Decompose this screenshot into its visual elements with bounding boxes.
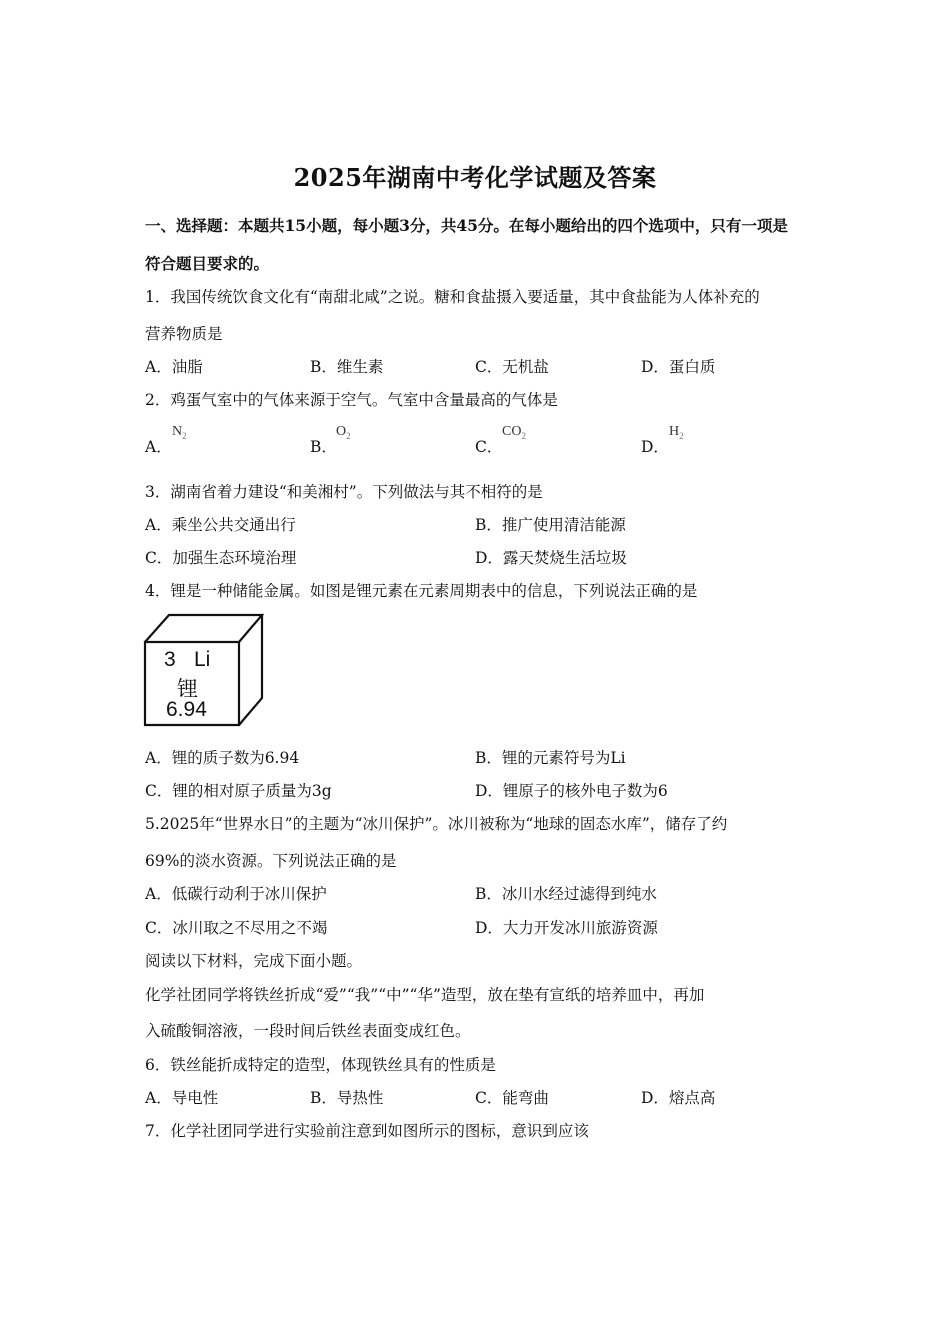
q2-stem: 2．鸡蛋气室中的气体来源于空气。气室中含量最高的气体是 (145, 391, 558, 409)
q4-option-a: A．锂的质子数为6.94 (145, 749, 300, 767)
q3-option-d: D．露天焚烧生活垃圾 (475, 549, 627, 567)
q4-option-c: C．锂的相对原子质量为3g (145, 782, 332, 800)
q5-option-c: C．冰川取之不尽用之不竭 (145, 919, 328, 937)
reading-intro: 阅读以下材料，完成下面小题。 (145, 952, 363, 970)
element-number: 3 (164, 648, 176, 671)
q5-stem-line2: 69%的淡水资源。下列说法正确的是 (145, 852, 397, 870)
section-heading-line2: 符合题目要求的。 (145, 254, 270, 273)
q1-option-c: C．无机盐 (475, 358, 549, 376)
q2-formula-a: $N_2$ (172, 424, 187, 441)
q2-option-c: C． (475, 438, 503, 456)
q5-option-d: D．大力开发冰川旅游资源 (475, 919, 658, 937)
q5-stem-line1: 5.2025年“世界水日”的主题为“冰川保护”。冰川被称为“地球的固态水库”，储存了约 (145, 815, 728, 833)
q6-option-c: C．能弯曲 (475, 1089, 549, 1107)
q6-stem: 6．铁丝能折成特定的造型，体现铁丝具有的性质是 (145, 1056, 496, 1074)
q3-option-c: C．加强生态环境治理 (145, 549, 297, 567)
q6-option-b: B．导热性 (310, 1089, 384, 1107)
q4-option-d: D．锂原子的核外电子数为6 (475, 782, 668, 800)
element-symbol: Li (194, 648, 211, 671)
q3-stem: 3．湖南省着力建设“和美湘村”。下列做法与其不相符的是 (145, 483, 543, 501)
q2-formula-b: $O_2$ (336, 424, 351, 441)
q2-formula-c: $CO_2$ (502, 424, 526, 441)
reading-paragraph-line1: 化学社团同学将铁丝折成“爱”“我”“中”“华”造型，放在垫有宣纸的培养皿中，再加 (145, 986, 705, 1004)
q1-option-a: A．油脂 (145, 358, 203, 376)
q1-option-b: B．维生素 (310, 358, 384, 376)
q3-option-b: B．推广使用清洁能源 (475, 516, 626, 534)
q4-stem: 4．锂是一种储能金属。如图是锂元素在元素周期表中的信息，下列说法正确的是 (145, 582, 698, 600)
q2-formula-d: $H_2$ (669, 424, 684, 441)
q6-option-d: D．熔点高 (641, 1089, 716, 1107)
lithium-element-cube (142, 612, 264, 728)
q7-stem: 7．化学社团同学进行实验前注意到如图所示的图标，意识到应该 (145, 1122, 589, 1140)
q4-option-b: B．锂的元素符号为Li (475, 749, 626, 767)
section-heading-line1: 一、选择题：本题共15小题，每小题3分，共45分。在每小题给出的四个选项中，只有一项是 (145, 216, 788, 235)
element-name: 锂 (177, 678, 198, 701)
q6-option-a: A．导电性 (145, 1089, 219, 1107)
q2-option-b: B． (310, 438, 337, 456)
q2-option-d: D． (641, 438, 669, 456)
q1-stem-line1: 1．我国传统饮食文化有“南甜北咸”之说。糖和食盐摄入要适量，其中食盐能为人体补充的 (145, 288, 760, 306)
page-title: 2025年湖南中考化学试题及答案 (293, 163, 657, 192)
q1-option-d: D．蛋白质 (641, 358, 716, 376)
q5-option-a: A．低碳行动利于冰川保护 (145, 885, 327, 903)
element-mass: 6.94 (166, 698, 207, 721)
q2-option-a: A． (145, 438, 172, 456)
q1-stem-line2: 营养物质是 (145, 325, 223, 343)
reading-paragraph-line2: 入硫酸铜溶液，一段时间后铁丝表面变成红色。 (145, 1022, 471, 1040)
q3-option-a: A．乘坐公共交通出行 (145, 516, 296, 534)
q5-option-b: B．冰川水经过滤得到纯水 (475, 885, 657, 903)
